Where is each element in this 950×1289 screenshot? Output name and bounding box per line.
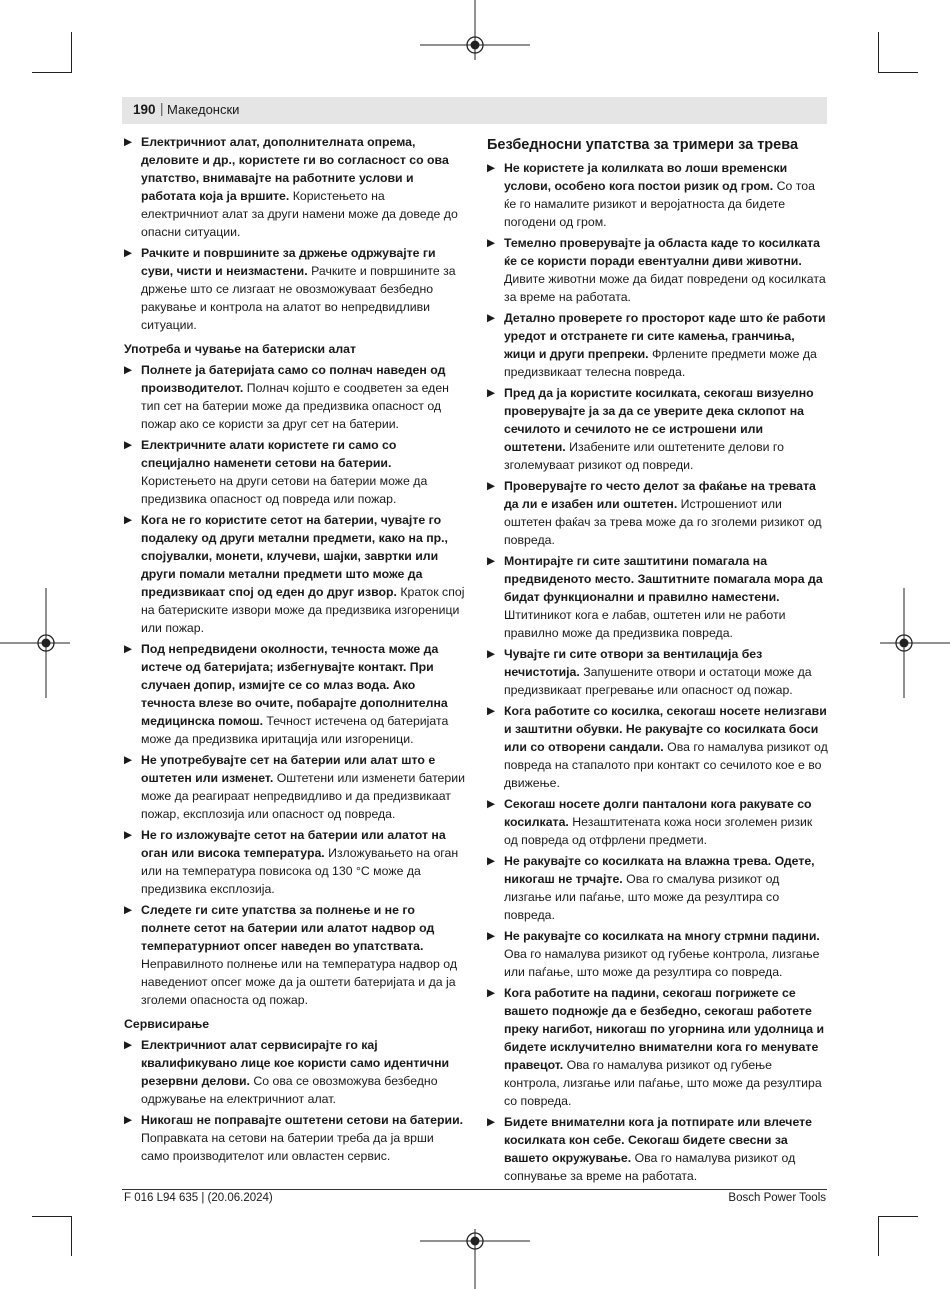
section-subheading: Употреба и чување на батериски алат [124,342,356,356]
instruction-text: Рачките и површините за држење што се лизгаат не овозможуваат безбедно ракување и контрола на алатот во непредвидливи ситуации. [141,264,456,332]
safety-instruction [124,640,465,748]
crop-mark [878,1216,879,1256]
instruction-bold: Полнете ја батеријата само со полнач наведен од производителот. [141,363,446,395]
instruction-bold: Не ракувајте со косилката на многу стрмни падини. [504,929,820,943]
safety-instruction [124,826,465,898]
instruction-bold: Следете ги сите упатства за полнење и не го полнете сетот на батерии или алатот надвор од температурниот опсег наведен во упатствата. [141,903,435,953]
safety-instruction [487,477,828,549]
bullet-arrow-icon: ▶ [124,754,133,766]
safety-instruction [487,384,828,474]
instruction-bold: Електричниот алат сервисирајте го кај квалификувано лице кое користи само идентични резервни делови. [141,1038,450,1088]
bullet-arrow-icon: ▶ [124,1114,133,1126]
safety-instruction [124,244,465,334]
bullet-arrow-icon: ▶ [124,364,133,376]
page-header [122,97,827,124]
safety-instruction [487,795,828,849]
safety-instruction [124,901,465,1009]
section-title: Безбедносни упатства за тримери за трева [487,137,799,153]
instruction-text: Истрошениот или оштетен фаќач за трева може да го зголеми ризикот од повреда. [504,497,822,547]
instruction-text: Ова го смалува ризикот од лизгање или паѓање, што може да резултира со повреда. [504,872,780,922]
safety-instruction [124,751,465,823]
instruction-text: Запушените отвори и остатоци може да предизвикаат прегревање или опасност од пожар. [504,665,812,697]
bullet-arrow-icon: ▶ [124,247,133,259]
bullet-arrow-icon: ▶ [487,705,496,717]
safety-instruction [124,361,465,433]
bullet-arrow-icon: ▶ [487,480,496,492]
instruction-bold: Никогаш не поправајте оштетени сетови на батерии. [141,1113,464,1127]
bullet-arrow-icon: ▶ [487,798,496,810]
instruction-text: Неправилното полнење или на температура надвор од наведениот опсег може да ја оштети батеријата и да ја зголеми опасноста од пожар. [141,957,458,1007]
safety-instruction [487,927,828,981]
instruction-text: Полнач којшто е соодветен за еден тип сет на батерии може да предизвика опасност од пожар ако се користи за друг сет на батерии. [141,381,449,431]
instruction-bold: Под непредвидени околности, течноста може да истече од батеријата; избегнувајте контакт. При случаен допир, измијте се со млаз вода. Ако течноста влезе во очите, побарајте дополнителна медицинска помош. [141,642,448,728]
safety-instruction [487,984,828,1110]
instruction-text: Незаштитената кожа носи зголемен ризик од повреда од отфрлени предмети. [504,815,813,847]
instruction-text: Користењето на електричниот алат за други намени може да доведе до опасни ситуации. [141,189,458,239]
instruction-text: Користењето на други сетови на батерии може да предизвика опасност од повреда или пожар. [141,474,428,506]
section-subheading: Сервисирање [124,1017,210,1031]
safety-instruction [487,1113,828,1185]
safety-instruction [487,702,828,792]
registration-mark-right [880,588,950,698]
instruction-text: Ова го намалува ризикот од сопнување за време на работата. [504,1151,796,1183]
crop-mark [71,1216,72,1256]
footer-divider [122,1189,827,1190]
crop-mark [878,1216,918,1217]
safety-instruction [124,1111,465,1165]
crop-mark [878,72,918,73]
bullet-arrow-icon: ▶ [487,930,496,942]
instruction-bold: Не ракувајте со косилката на влажна трева. Одете, никогаш не трчајте. [504,854,815,886]
instruction-text: Штитиникот кога е лабав, оштетен или не работи правилно може да предизвика повреда. [504,608,786,640]
crop-mark [32,72,72,73]
bullet-arrow-icon: ▶ [487,555,496,567]
instruction-bold: Чувајте ги сите отвори за вентилација без нечистотија. [504,647,763,679]
bullet-arrow-icon: ▶ [124,136,133,148]
instruction-text: Течност истечена од батеријата може да предизвика иритација или изгореници. [141,714,449,746]
registration-mark-top [420,0,530,65]
safety-instruction [124,1036,465,1108]
bullet-arrow-icon: ▶ [487,312,496,324]
safety-instruction [487,234,828,306]
instruction-bold: Детално проверете го просторот каде што ќе работи уредот и отстранете ги сите камења, гранчиња, жици и други препреки. [504,311,826,361]
instruction-bold: Кога работите на падини, секогаш погрижете се вашето подножје да е безбедно, секогаш работете преку нагибот, никогаш по угорнина или удолница и бидете исклучително внимателни кога го менувате правецот. [504,986,825,1072]
crop-mark [32,1216,72,1217]
safety-instruction [487,309,828,381]
safety-instruction [487,159,828,231]
bullet-arrow-icon: ▶ [487,387,496,399]
footer-brand: Bosch Power Tools [728,1192,826,1204]
safety-instruction [124,436,465,508]
crop-mark [71,32,72,72]
instruction-text: Ова го намалува ризикот од губење контрола, лизгање или паѓање, што може да резултира со повреда. [504,1058,822,1108]
instruction-bold: Рачките и површините за држење одржувајте ги суви, чисти и неизмастени. [141,246,436,278]
registration-mark-bottom [420,1225,530,1289]
crop-mark [878,32,879,72]
instruction-text: Фрлените предмети може да предизвикаат телесна повреда. [504,347,817,379]
bullet-arrow-icon: ▶ [487,987,496,999]
right-column [487,133,828,1188]
safety-instruction [487,552,828,642]
safety-instruction [124,511,465,637]
instruction-text: Ова го намалува ризикот од губење контрола, лизгање или паѓање, што може да резултира со повреда. [504,947,820,979]
instruction-text: Изабените или оштетените делови го зголемуваат ризикот од повреди. [504,440,784,472]
instruction-text: Со тоа ќе го намалите ризикот и веројатноста да бидете погодени од гром. [504,179,815,229]
bullet-arrow-icon: ▶ [124,643,133,655]
instruction-bold: Електричниот алат, дополнителната опрема, деловите и др., користете ги во согласност со ова упатство, внимавајте на работните услови и работата која ја вршите. [141,135,449,203]
instruction-text: Краток спој на батериските извори може да предизвика изгореници или пожар. [141,585,465,635]
instruction-bold: Кога работите со косилка, секогаш носете нелизгави и заштитни обувки. Не ракувајте со косилката боси или со отворени сандали. [504,704,827,754]
bullet-arrow-icon: ▶ [487,1116,496,1128]
header-separator: | [160,101,164,116]
safety-instruction [124,133,465,241]
bullet-arrow-icon: ▶ [124,829,133,841]
instruction-bold: Пред да ја користите косилката, секогаш визуелно проверувајте ја за да се уверите дека склопот на сечилото и сечилото не се истрошени или оштетени. [504,386,814,454]
footer-doc-code: F 016 L94 635 | (20.06.2024) [124,1192,273,1204]
bullet-arrow-icon: ▶ [487,648,496,660]
header-language: Македонски [167,102,240,117]
instruction-text: Ова го намалува ризикот од повреда на стапалото при контакт со сечилото кое е во движење. [504,740,828,790]
instruction-bold: Бидете внимателни кога ја потпирате или влечете косилката кон себе. Секогаш бидете свесни за вашето окружување. [504,1115,812,1165]
instruction-text: Оштетени или изменети батерии може да реагираат непредвидливо и да предизвикаат пожар, експлозија или опасност од повреда. [141,771,465,821]
instruction-bold: Електричните алати користете ги само со специјално наменети сетови на батерии. [141,438,397,470]
instruction-bold: Проверувајте го често делот за фаќање на тревата да ли е изабен или оштетен. [504,479,816,511]
bullet-arrow-icon: ▶ [124,439,133,451]
bullet-arrow-icon: ▶ [124,1039,133,1051]
instruction-text: Поправката на сетови на батерии треба да ја врши само производителот или овластен сервис. [141,1131,434,1163]
instruction-bold: Не користете ја колилката во лоши временски услови, особено кога постои ризик од гром. [504,161,788,193]
instruction-text: Изложувањето на оган или на температура повисока од 130 °C може да предизвика експлозија. [141,846,459,896]
page-number: 190 [133,102,156,117]
instruction-bold: Не употребувајте сет на батерии или алат што е оштетен или изменет. [141,753,436,785]
safety-instruction [487,645,828,699]
safety-instruction [487,852,828,924]
instruction-bold: Монтирајте ги сите заштитини помагала на предвиденото место. Заштитните помагала мора да бидат функционални и правилно наместени. [504,554,823,604]
instruction-bold: Кога не го користите сетот на батерии, чувајте го подалеку од други метални предмети, како на пр., спојувалки, монети, клучеви, шајки, завртки или други помали метални предмети што може да предизвикаат спој од еден до друг извор. [141,513,448,599]
instruction-text: Дивите животни може да бидат повредени од косилката за време на работата. [504,272,826,304]
registration-mark-left [0,588,70,698]
bullet-arrow-icon: ▶ [487,855,496,867]
instruction-bold: Секогаш носете долги панталони кога ракувате со косилката. [504,797,812,829]
bullet-arrow-icon: ▶ [487,237,496,249]
left-column [124,133,465,1168]
instruction-bold: Не го изложувајте сетот на батерии или алатот на оган или висока температура. [141,828,446,860]
instruction-bold: Темелно проверувајте ја областа каде то косилката ќе се користи поради евентуални диви животни. [504,236,820,268]
bullet-arrow-icon: ▶ [124,514,133,526]
bullet-arrow-icon: ▶ [124,904,133,916]
bullet-arrow-icon: ▶ [487,162,496,174]
instruction-text: Со ова се овозможува безбедно одржување на електричниот алат. [141,1074,438,1106]
